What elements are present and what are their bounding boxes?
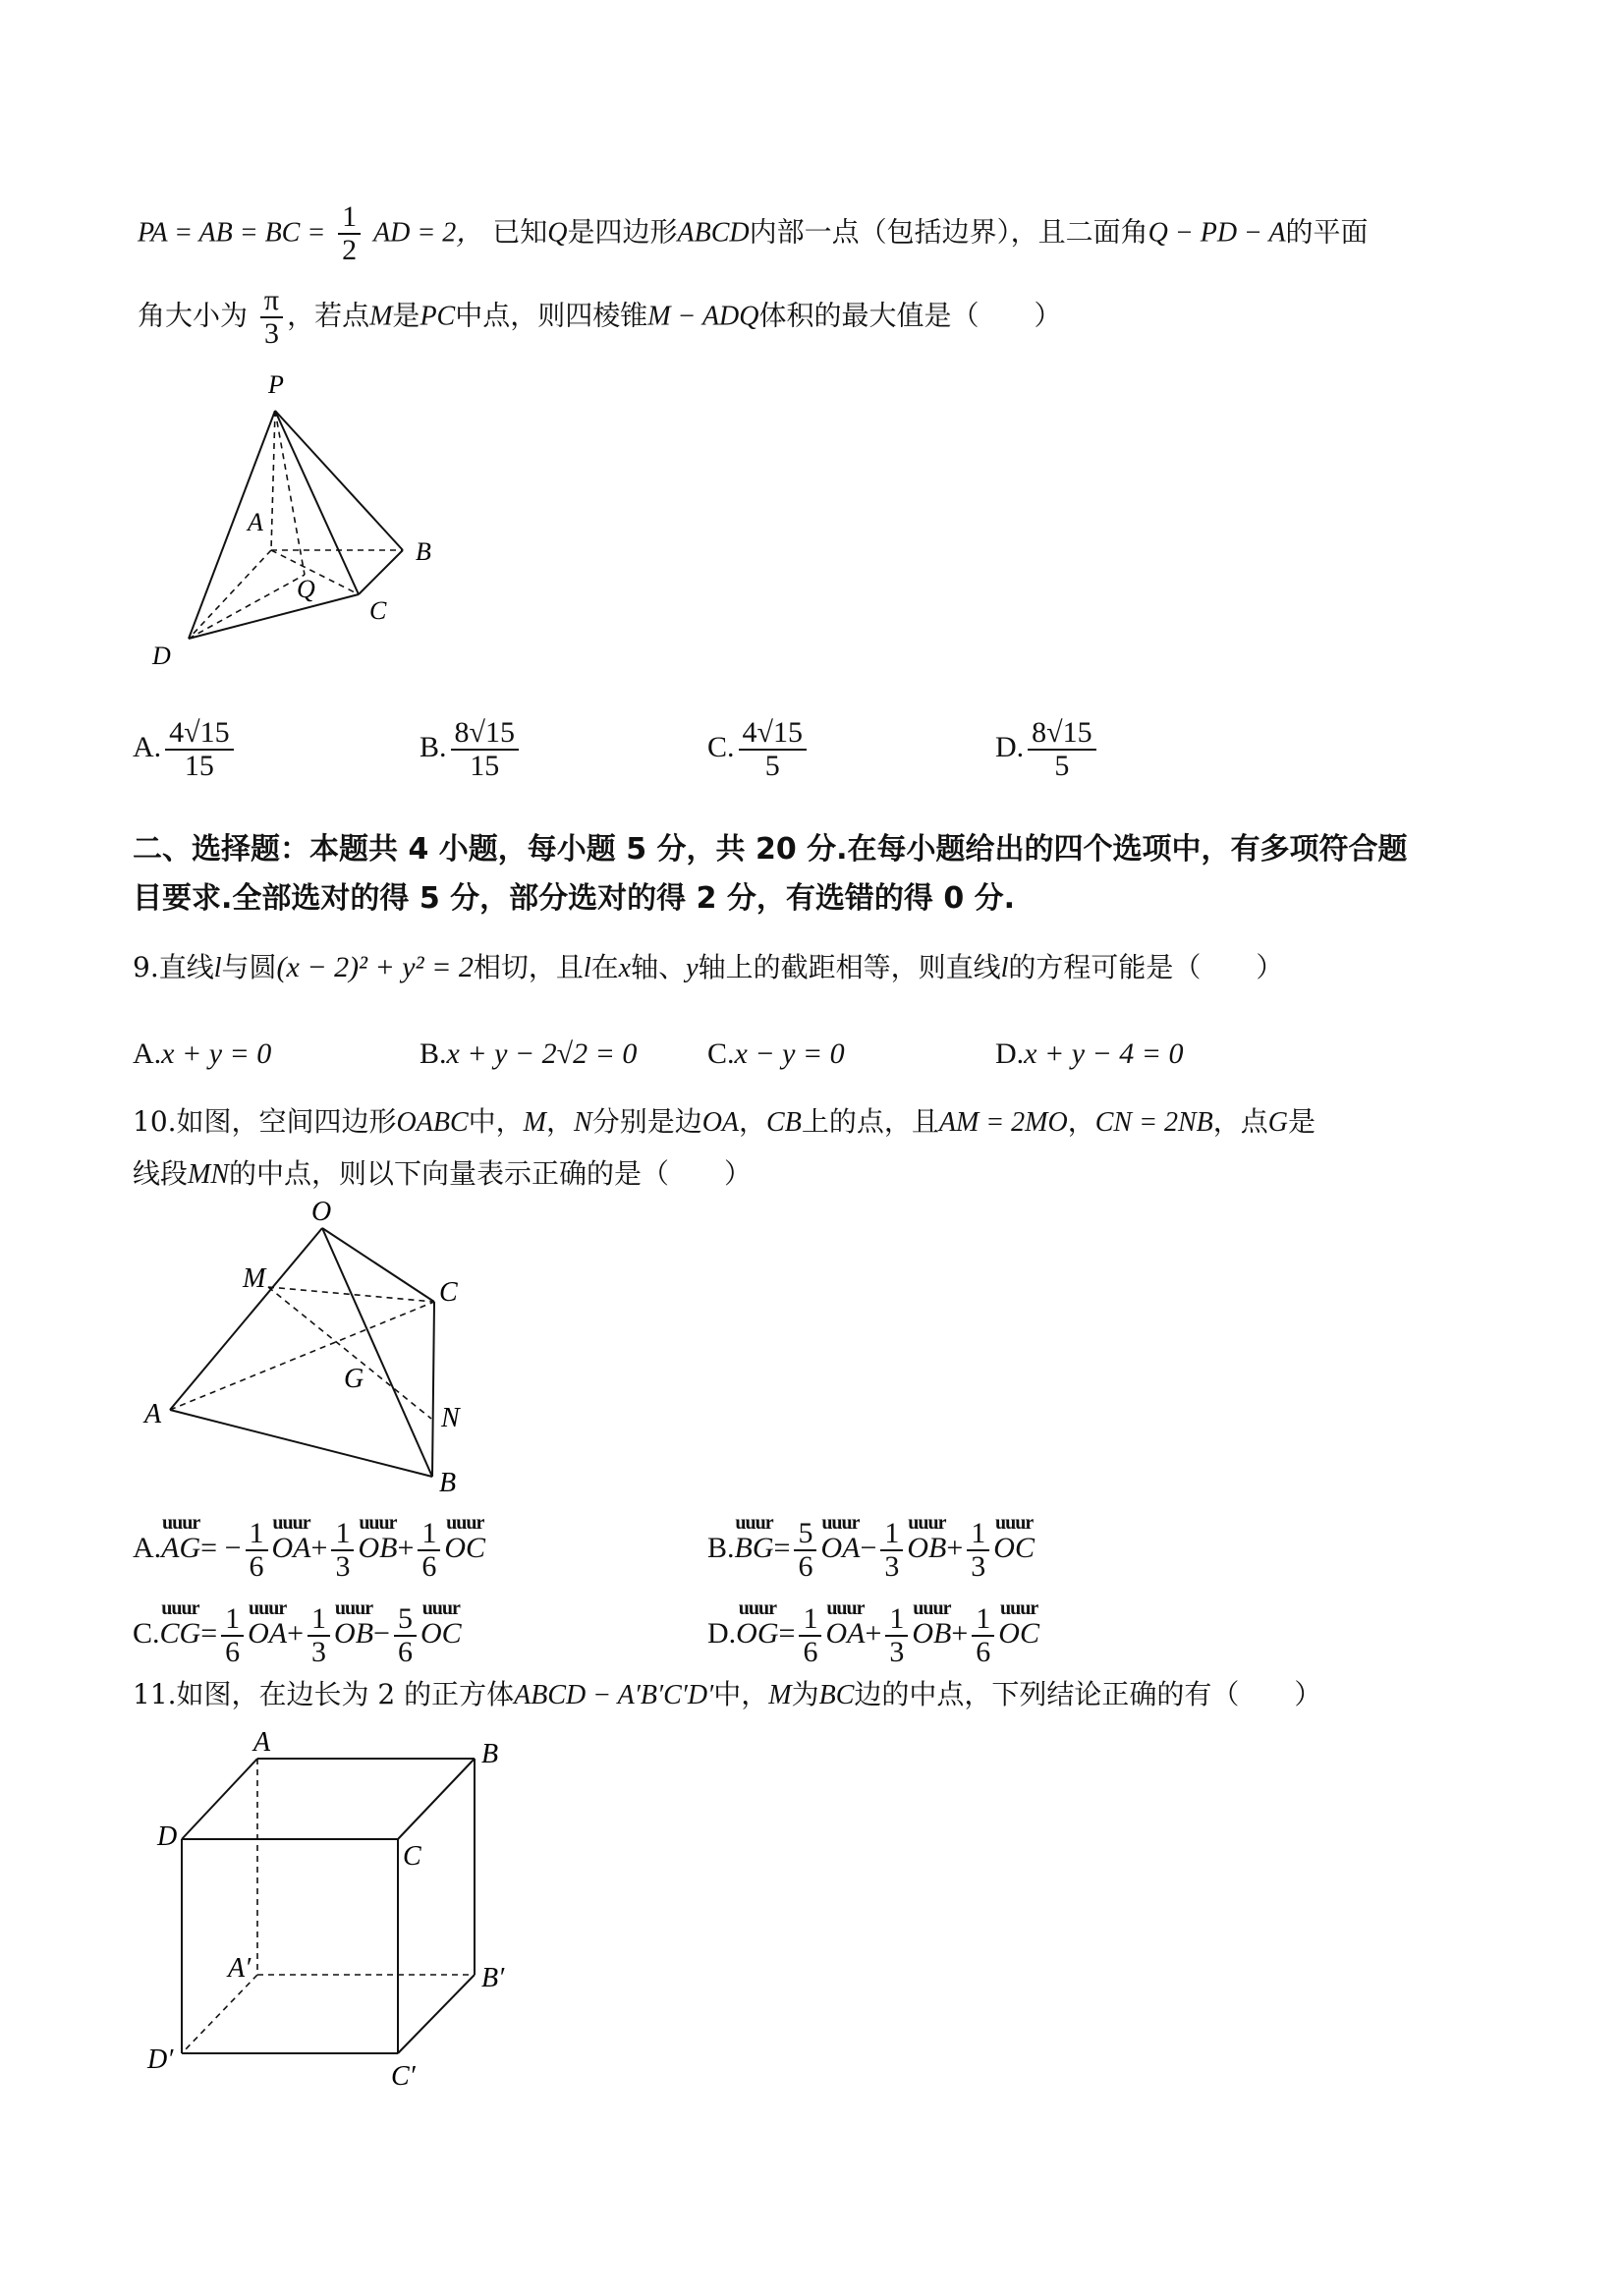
vector <box>159 1596 201 1653</box>
fraction-den: 6 <box>798 1550 813 1583</box>
q9-l: l <box>213 953 222 983</box>
option-letter: A. <box>133 1531 162 1564</box>
q11-text: 11.如图，在边长为 2 的正方体 <box>133 1678 515 1710</box>
fraction-num: 1 <box>967 1518 989 1551</box>
label-a: A <box>248 508 263 536</box>
vector-name: OC <box>444 1531 486 1564</box>
vector-mark: uuur <box>162 1511 200 1534</box>
q8-text-4: 的平面 <box>1285 215 1369 249</box>
q8-pyramid-figure <box>138 364 452 688</box>
coef <box>794 1518 816 1583</box>
fraction-num: 4√15 <box>739 717 807 751</box>
vector-name: AG <box>161 1531 201 1564</box>
vector-name: OB <box>907 1531 947 1564</box>
q9-x: x <box>618 953 632 983</box>
fraction-den: 3 <box>264 317 279 350</box>
q10-cn: CN = 2NB <box>1094 1107 1213 1138</box>
vector-name: OA <box>825 1616 866 1650</box>
option-expr: x − y = 0 <box>734 1037 845 1070</box>
q8-line1 <box>138 201 1369 266</box>
label-c: C <box>439 1277 458 1308</box>
fraction-den: 2 <box>342 234 358 266</box>
coef <box>799 1603 821 1668</box>
vector <box>912 1596 952 1653</box>
q10-mn: MN <box>188 1159 230 1190</box>
sign: + <box>397 1531 415 1564</box>
vector-name: OC <box>993 1531 1035 1564</box>
option-letter: A. <box>133 730 162 763</box>
vector <box>820 1511 861 1568</box>
fraction-den: 3 <box>884 1550 900 1583</box>
q8-q: Q <box>547 217 568 249</box>
coef <box>967 1518 989 1583</box>
q10-option-b[interactable] <box>707 1511 1035 1583</box>
vector-mark: uuur <box>249 1596 287 1619</box>
q9-option-c[interactable] <box>707 1035 845 1074</box>
sign: + <box>865 1616 882 1650</box>
label-d: D <box>152 642 171 670</box>
q10-line2 <box>133 1154 752 1195</box>
coef <box>394 1603 417 1668</box>
vector-name: OA <box>248 1616 288 1650</box>
vector <box>444 1511 486 1568</box>
vector-name: BG <box>734 1531 774 1564</box>
q9-text-5: 轴、 <box>631 951 687 983</box>
q11-bc: BC <box>818 1680 855 1710</box>
option-letter: B. <box>707 1531 735 1564</box>
option-letter: D. <box>995 730 1025 763</box>
fraction-den: 3 <box>311 1636 327 1668</box>
vector-name: OB <box>334 1616 374 1650</box>
q9-text-6: 轴上的截距相等，则直线 <box>698 951 1001 983</box>
fraction-num: 5 <box>394 1603 417 1637</box>
sign: + <box>310 1531 328 1564</box>
q8-half-fraction <box>338 201 361 266</box>
label-a-prime: A′ <box>228 1953 252 1984</box>
fraction-num: 5 <box>794 1518 816 1551</box>
fraction-den: 6 <box>421 1550 437 1583</box>
fraction-num: 1 <box>885 1603 908 1637</box>
q9-option-d[interactable] <box>995 1035 1184 1074</box>
q8-abcd: ABCD <box>677 217 750 249</box>
fraction-num: 8√15 <box>451 717 519 751</box>
coef <box>885 1603 908 1668</box>
vector-name: OC <box>998 1616 1039 1650</box>
q10-option-c[interactable] <box>133 1596 462 1668</box>
q8-text-3: 内部一点（包括边界），且二面角 <box>749 215 1148 249</box>
sign: − <box>373 1616 390 1650</box>
coef <box>331 1518 354 1583</box>
q9-l-3: l <box>1000 953 1009 983</box>
q9-option-b[interactable] <box>420 1035 637 1074</box>
q10-m: M <box>523 1107 546 1138</box>
vector-name: OB <box>912 1616 952 1650</box>
q8-pi-fraction <box>260 285 283 350</box>
vector <box>736 1596 779 1653</box>
q10-am: AM = 2MO <box>938 1107 1068 1138</box>
vector <box>734 1511 774 1568</box>
q9-option-a[interactable] <box>133 1035 271 1074</box>
q9-stem <box>133 948 1283 988</box>
option-letter: D. <box>707 1616 737 1650</box>
q9-l-2: l <box>583 953 591 983</box>
vector-mark: uuur <box>995 1511 1034 1534</box>
fraction-num: 1 <box>338 201 361 235</box>
sign: = − <box>200 1531 242 1564</box>
label-d: D <box>157 1821 178 1852</box>
option-letter: C. <box>707 1037 735 1070</box>
fraction-den: 6 <box>397 1636 413 1668</box>
option-fraction <box>451 717 519 782</box>
fraction-den: 5 <box>1054 750 1070 782</box>
fraction-den: 15 <box>184 750 214 782</box>
label-g: G <box>344 1364 364 1394</box>
vector-mark: uuur <box>826 1596 865 1619</box>
q10-option-a[interactable] <box>133 1511 486 1583</box>
label-c: C <box>403 1841 421 1872</box>
fraction-den: 6 <box>976 1636 991 1668</box>
vector <box>334 1596 374 1653</box>
vector-mark: uuur <box>738 1596 776 1619</box>
label-c-prime: C′ <box>391 2061 416 2092</box>
fraction-num: 1 <box>246 1518 268 1551</box>
label-b: B <box>481 1739 499 1769</box>
q8-m: M <box>369 301 393 332</box>
q10-text-3: 分别是边 <box>591 1105 702 1138</box>
fraction-den: 6 <box>249 1550 264 1583</box>
q8-line2-text-2: ，若点 <box>287 299 370 332</box>
coef <box>418 1518 440 1583</box>
q9-text: 9.直线 <box>133 951 214 983</box>
q11-cube-figure <box>138 1729 531 2102</box>
sign: + <box>946 1531 964 1564</box>
label-q: Q <box>297 575 315 603</box>
q10-text-2: 中， <box>468 1105 524 1138</box>
fraction-den: 3 <box>971 1550 986 1583</box>
vector-mark: uuur <box>161 1596 199 1619</box>
q10-text: 10.如图，空间四边形 <box>133 1105 397 1138</box>
vector <box>358 1511 398 1568</box>
fraction-num: 8√15 <box>1028 717 1095 751</box>
label-b: B <box>439 1468 457 1498</box>
sign: = <box>773 1531 791 1564</box>
vector <box>907 1511 947 1568</box>
sign: = <box>778 1616 796 1650</box>
q8-line2-text-5: 体积的最大值是（ ） <box>758 299 1062 332</box>
vector-mark: uuur <box>908 1511 946 1534</box>
q10-text-4: 上的点，且 <box>801 1105 939 1138</box>
q8-line2-text-3: 是 <box>392 299 420 332</box>
label-p: P <box>268 370 284 399</box>
option-expr: x + y − 4 = 0 <box>1024 1037 1184 1070</box>
option-fraction <box>165 717 233 782</box>
label-n: N <box>441 1403 460 1433</box>
q9-text-4: 在 <box>590 951 619 983</box>
vector-mark: uuur <box>735 1511 773 1534</box>
q10-oa: OA <box>701 1107 740 1138</box>
vector-mark: uuur <box>1000 1596 1038 1619</box>
q8-line2-text-4: 中点，则四棱锥 <box>455 299 648 332</box>
q11-text-4: 边的中点，下列结论正确的有（ ） <box>854 1678 1322 1710</box>
vector-mark: uuur <box>421 1596 460 1619</box>
vector-mark: uuur <box>446 1511 484 1534</box>
q10-line2-text: 线段 <box>133 1157 189 1190</box>
vector <box>825 1596 866 1653</box>
fraction-num: 1 <box>880 1518 903 1551</box>
vector-name: OB <box>358 1531 398 1564</box>
q9-text-7: 的方程可能是（ ） <box>1008 951 1284 983</box>
q8-option-a[interactable] <box>133 717 238 782</box>
vector <box>993 1511 1035 1568</box>
option-expr: x + y − 2√2 = 0 <box>446 1037 638 1070</box>
q10-n: N <box>574 1107 592 1138</box>
label-o: O <box>311 1199 332 1227</box>
q10-line2-text-2: 的中点，则以下向量表示正确的是（ ） <box>229 1157 753 1190</box>
q10-text-5: ，点 <box>1212 1105 1268 1138</box>
coef <box>221 1603 244 1668</box>
option-fraction <box>739 717 807 782</box>
section2-line2: 目要求.全部选对的得 5 分，部分选对的得 2 分，有选错的得 0 分. <box>133 881 1016 916</box>
q8-line2 <box>138 285 1062 350</box>
q10-comma: ， <box>545 1105 574 1138</box>
q8-equation-2: AD = 2， <box>373 217 484 249</box>
q10-comma-3: ， <box>1067 1105 1095 1138</box>
option-fraction <box>1028 717 1095 782</box>
vector-mark: uuur <box>913 1596 951 1619</box>
q11-stem <box>133 1675 1321 1715</box>
q8-pc: PC <box>420 301 456 332</box>
vector-name: OA <box>820 1531 861 1564</box>
sign: − <box>860 1531 877 1564</box>
q8-text: 已知 <box>492 215 548 249</box>
q8-option-b[interactable] <box>420 717 523 782</box>
fraction-num: 4√15 <box>165 717 233 751</box>
label-d-prime: D′ <box>147 2044 174 2075</box>
vector-name: OG <box>736 1616 779 1650</box>
fraction-den: 15 <box>470 750 500 782</box>
q11-text-2: 中， <box>713 1678 769 1710</box>
vector-mark: uuur <box>359 1511 397 1534</box>
option-letter: A. <box>133 1037 162 1070</box>
q10-line1 <box>133 1102 1315 1143</box>
option-letter: B. <box>420 730 447 763</box>
label-m: M <box>243 1263 266 1294</box>
sign: + <box>951 1616 969 1650</box>
q10-oabc: OABC <box>396 1107 469 1138</box>
q11-text-3: 为 <box>791 1678 819 1710</box>
option-expr: x + y = 0 <box>161 1037 272 1070</box>
fraction-num: 1 <box>221 1603 244 1637</box>
q10-cb: CB <box>766 1107 802 1138</box>
q10-g: G <box>1267 1107 1289 1138</box>
vector <box>420 1596 462 1653</box>
q9-circle-eq: (x − 2)² + y² = 2 <box>276 951 474 983</box>
q8-option-c[interactable] <box>707 717 811 782</box>
sign: + <box>287 1616 305 1650</box>
q10-option-d[interactable] <box>707 1596 1039 1668</box>
coef <box>972 1603 994 1668</box>
coef <box>308 1603 330 1668</box>
fraction-num: 1 <box>799 1603 821 1637</box>
coef <box>246 1518 268 1583</box>
section2-line1: 二、选择题：本题共 4 小题，每小题 5 分，共 20 分.在每小题给出的四个选项中，有多项符合题 <box>133 832 1408 867</box>
fraction-den: 3 <box>335 1550 351 1583</box>
q9-y: y <box>686 953 699 983</box>
q9-text-2: 与圆 <box>221 951 277 983</box>
vector-mark: uuur <box>821 1511 860 1534</box>
q11-cube: ABCD − A′B′C′D′ <box>514 1680 714 1710</box>
q10-comma-2: ， <box>739 1105 767 1138</box>
label-a: A <box>144 1399 162 1429</box>
option-letter: B. <box>420 1037 447 1070</box>
q10-tetrahedron-figure <box>133 1199 486 1498</box>
q8-dihedral: Q − PD − A <box>1147 217 1286 249</box>
q9-text-3: 相切，且 <box>473 951 584 983</box>
fraction-den: 6 <box>225 1636 241 1668</box>
fraction-num: π <box>260 285 283 318</box>
vector-mark: uuur <box>272 1511 310 1534</box>
q8-text-2: 是四边形 <box>567 215 678 249</box>
label-b: B <box>416 537 431 566</box>
vector-name: OA <box>271 1531 311 1564</box>
q10-text-6: 是 <box>1288 1105 1316 1138</box>
fraction-den: 5 <box>764 750 780 782</box>
option-letter: C. <box>707 730 735 763</box>
fraction-den: 6 <box>803 1636 818 1668</box>
option-letter: C. <box>133 1616 160 1650</box>
coef <box>880 1518 903 1583</box>
vector-name: CG <box>159 1616 201 1650</box>
vector <box>998 1596 1039 1653</box>
q8-equation: PA = AB = BC = <box>138 217 326 249</box>
fraction-num: 1 <box>331 1518 354 1551</box>
fraction-den: 3 <box>889 1636 905 1668</box>
fraction-num: 1 <box>972 1603 994 1637</box>
option-letter: D. <box>995 1037 1025 1070</box>
sign: = <box>200 1616 218 1650</box>
vector-name: OC <box>420 1616 462 1650</box>
label-c: C <box>369 596 387 625</box>
vector <box>271 1511 311 1568</box>
label-a: A <box>253 1729 271 1758</box>
q11-m: M <box>768 1680 792 1710</box>
label-b-prime: B′ <box>481 1963 505 1993</box>
q8-madq: M − ADQ <box>647 301 759 332</box>
fraction-num: 1 <box>418 1518 440 1551</box>
q8-option-d[interactable] <box>995 717 1100 782</box>
q8-line2-text: 角大小为 <box>138 299 249 332</box>
vector-mark: uuur <box>334 1596 373 1619</box>
fraction-num: 1 <box>308 1603 330 1637</box>
vector <box>161 1511 201 1568</box>
vector <box>248 1596 288 1653</box>
